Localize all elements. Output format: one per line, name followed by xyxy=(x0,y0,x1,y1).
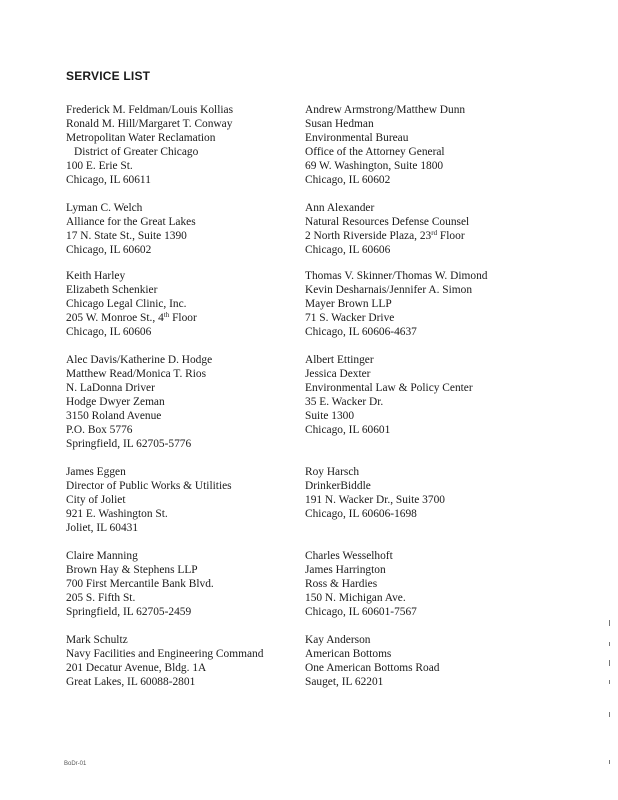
entry-line xyxy=(305,229,565,243)
entry-line: Ross & Hardies xyxy=(305,578,378,590)
entry-line: 921 E. Washington St. xyxy=(66,508,168,520)
entry-line: 205 S. Fifth St. xyxy=(66,592,136,604)
entry-line: James Eggen xyxy=(66,466,126,478)
entry-line: Elizabeth Schenkier xyxy=(66,284,158,296)
entry-line: James Harrington xyxy=(305,564,386,576)
entry-line: 35 E. Wacker Dr. xyxy=(305,396,384,408)
entry-line: Sauget, IL 62201 xyxy=(305,676,384,688)
entry-line: District of Greater Chicago xyxy=(74,146,199,158)
entry-line: American Bottoms xyxy=(305,648,392,660)
edge-mark xyxy=(609,642,610,646)
entry-line: Office of the Attorney General xyxy=(305,146,445,158)
service-entry xyxy=(66,269,326,339)
entry-line: Environmental Bureau xyxy=(305,132,409,144)
service-entry xyxy=(305,269,565,339)
entry-line-text: 2 North Riverside Plaza, 23 xyxy=(305,230,432,242)
edge-mark xyxy=(609,760,610,764)
entry-line-text: 205 W. Monroe St., 4 xyxy=(66,312,164,324)
entry-line: Joliet, IL 60431 xyxy=(66,522,139,534)
edge-mark xyxy=(609,660,610,666)
entry-line: Mayer Brown LLP xyxy=(305,298,392,310)
entry-line-text: Floor xyxy=(169,312,197,324)
entry-line: Chicago, IL 60602 xyxy=(66,244,152,256)
entry-line: Chicago Legal Clinic, Inc. xyxy=(66,298,187,310)
entry-line: Jessica Dexter xyxy=(305,368,371,380)
ordinal-superscript: th xyxy=(163,311,170,319)
entry-line: Natural Resources Defense Counsel xyxy=(305,216,470,228)
entry-line: Navy Facilities and Engineering Command xyxy=(66,648,264,660)
entry-line: Chicago, IL 60611 xyxy=(66,174,151,186)
service-entry xyxy=(305,353,565,437)
entry-line: Susan Hedman xyxy=(305,118,374,130)
entry-line: 201 Decatur Avenue, Bldg. 1A xyxy=(66,662,207,674)
service-entry xyxy=(66,201,326,257)
entry-line: Chicago, IL 60606-4637 xyxy=(305,326,417,338)
entry-line: Great Lakes, IL 60088-2801 xyxy=(66,676,196,688)
entry-line: Kay Anderson xyxy=(305,634,371,646)
edge-mark xyxy=(609,712,610,717)
entry-line: Brown Hay & Stephens LLP xyxy=(66,564,198,576)
entry-line: Springfield, IL 62705-2459 xyxy=(66,606,192,618)
entry-line: One American Bottoms Road xyxy=(305,662,440,674)
entry-line: 69 W. Washington, Suite 1800 xyxy=(305,160,444,172)
service-entry xyxy=(305,549,565,619)
entry-line: Albert Ettinger xyxy=(305,354,374,366)
entry-line: Thomas V. Skinner/Thomas W. Dimond xyxy=(305,270,488,282)
entry-line: Chicago, IL 60602 xyxy=(305,174,391,186)
service-entry xyxy=(66,103,326,187)
entry-line: Lyman C. Welch xyxy=(66,202,143,214)
entry-line: Chicago, IL 60606 xyxy=(66,326,152,338)
entry-line: Hodge Dwyer Zeman xyxy=(66,396,165,408)
entry-line: 17 N. State St., Suite 1390 xyxy=(66,230,187,242)
entry-line: Roy Harsch xyxy=(305,466,360,478)
footer-mark: BoDr-01 xyxy=(64,761,87,767)
edge-mark xyxy=(609,680,610,684)
entry-line: 191 N. Wacker Dr., Suite 3700 xyxy=(305,494,445,506)
service-entry xyxy=(305,103,565,187)
entry-line: N. LaDonna Driver xyxy=(66,382,155,394)
entry-line: Springfield, IL 62705-5776 xyxy=(66,438,192,450)
entry-line: Frederick M. Feldman/Louis Kollias xyxy=(66,104,234,116)
entry-line: Chicago, IL 60606-1698 xyxy=(305,508,417,520)
entry-line-text: Floor xyxy=(437,230,465,242)
ordinal-superscript: rd xyxy=(431,229,438,237)
entry-line: 3150 Roland Avenue xyxy=(66,410,162,422)
entry-line: Charles Wesselhoft xyxy=(305,550,393,562)
entry-line: City of Joliet xyxy=(66,494,126,506)
entry-line: 700 First Mercantile Bank Blvd. xyxy=(66,578,214,590)
entry-line: 100 E. Erie St. xyxy=(66,160,133,172)
entry-line: Director of Public Works & Utilities xyxy=(66,480,232,492)
entry-line: Chicago, IL 60601 xyxy=(305,424,391,436)
entry-line: Mark Schultz xyxy=(66,634,128,646)
service-entry xyxy=(66,549,326,619)
service-entry xyxy=(66,465,326,535)
entry-line: Alliance for the Great Lakes xyxy=(66,216,196,228)
entry-line: 150 N. Michigan Ave. xyxy=(305,592,406,604)
entry-line: Suite 1300 xyxy=(305,410,355,422)
entry-line: P.O. Box 5776 xyxy=(66,424,133,436)
service-entry xyxy=(305,201,565,257)
service-entry xyxy=(305,465,565,521)
service-entry xyxy=(305,633,565,689)
entry-line: Alec Davis/Katherine D. Hodge xyxy=(66,354,213,366)
entry-line: Metropolitan Water Reclamation xyxy=(66,132,216,144)
edge-mark xyxy=(609,620,610,626)
entry-line: Claire Manning xyxy=(66,550,138,562)
entry-line: Chicago, IL 60601-7567 xyxy=(305,606,417,618)
entry-line: Ronald M. Hill/Margaret T. Conway xyxy=(66,118,233,130)
scan-edge-marks xyxy=(609,620,613,770)
entry-line: DrinkerBiddle xyxy=(305,480,371,492)
entry-line: Environmental Law & Policy Center xyxy=(305,382,473,394)
entry-line: Keith Harley xyxy=(66,270,126,282)
page-title: SERVICE LIST xyxy=(66,69,151,83)
entry-line: Kevin Desharnais/Jennifer A. Simon xyxy=(305,284,473,296)
entry-line: 71 S. Wacker Drive xyxy=(305,312,395,324)
entry-line: Andrew Armstrong/Matthew Dunn xyxy=(305,104,466,116)
entry-line: Matthew Read/Monica T. Rios xyxy=(66,368,207,380)
entry-line: Ann Alexander xyxy=(305,202,375,214)
service-entry xyxy=(66,633,326,689)
entry-line xyxy=(66,311,326,325)
entry-line: Chicago, IL 60606 xyxy=(305,244,391,256)
service-entry xyxy=(66,353,326,451)
